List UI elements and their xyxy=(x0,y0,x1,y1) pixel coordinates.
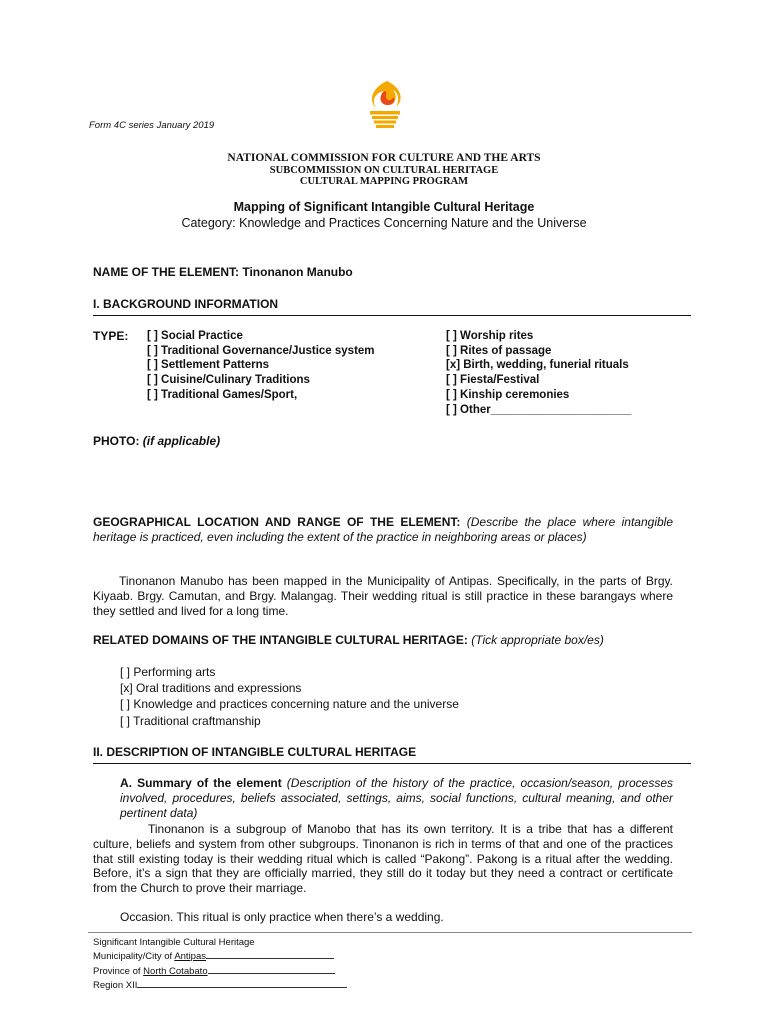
type-option-other[interactable]: [ ] Other______________________ xyxy=(446,403,632,416)
geo-label: GEOGRAPHICAL LOCATION AND RANGE OF THE ELEMENT: xyxy=(93,515,467,529)
related-label: RELATED DOMAINS OF THE INTANGIBLE CULTURAL HERITAGE: xyxy=(93,633,472,647)
summary-heading xyxy=(120,776,673,820)
related-domains-list xyxy=(120,664,459,729)
type-options-left xyxy=(147,329,375,403)
form-id: Form 4C series January 2019 xyxy=(89,120,215,131)
org-program: CULTURAL MAPPING PROGRAM xyxy=(299,176,469,187)
domain-option[interactable]: [ ] Traditional craftmanship xyxy=(120,713,261,728)
type-option[interactable]: [ ] Traditional Games/Sport, xyxy=(147,388,298,401)
photo-label: PHOTO: xyxy=(93,434,143,448)
document-title: Mapping of Significant Intangible Cultural Heritage xyxy=(233,200,535,214)
footer-title: Significant Intangible Cultural Heritage xyxy=(93,937,255,948)
type-option[interactable]: [ ] Kinship ceremonies xyxy=(446,388,570,401)
page-footer xyxy=(93,937,347,993)
type-option[interactable]: [ ] Rites of passage xyxy=(446,344,552,357)
section-background-heading: I. BACKGROUND INFORMATION xyxy=(93,297,279,311)
org-name: NATIONAL COMMISSION FOR CULTURE AND THE ARTS xyxy=(227,152,541,164)
domain-option[interactable]: [x] Oral traditions and expressions xyxy=(120,681,302,696)
torch-flame-icon xyxy=(360,78,410,130)
section-divider xyxy=(93,315,691,316)
type-option[interactable]: [ ] Worship rites xyxy=(446,330,534,342)
geo-location-heading xyxy=(93,515,673,545)
photo-field xyxy=(93,434,220,448)
occasion-text: Occasion. This ritual is only practice when there’s a wedding. xyxy=(120,910,444,924)
related-domains-heading xyxy=(93,633,604,647)
summary-text: Tinonanon is a subgroup of Manobo that has its own territory. It is a tribe that has a different culture, beliefs and system from other subgroups. Tinonanon is rich in terms of that and one of the practices that still existing today is their wedding ritual which is called “Pakong”. Pakong is a ritual after the wedding. Before, it’s a sign that they are officially married, they still do it today but they need a contract or certificate from the Church to prove their marriage. xyxy=(93,822,673,896)
type-option[interactable]: [ ] Settlement Patterns xyxy=(147,359,270,372)
element-name: NAME OF THE ELEMENT: Tinonanon Manubo xyxy=(93,265,353,279)
footer-municipality: Municipality/City of Antipas xyxy=(93,949,347,963)
domain-option[interactable]: [ ] Knowledge and practices concerning nature and the universe xyxy=(120,697,459,712)
type-label: TYPE: xyxy=(93,329,129,343)
footer-municipality-value: Antipas xyxy=(174,951,206,963)
summary-note: (Description of the history of the practice, occasion/season, processes involved, procedures, beliefs associated, settings, aims, social functions, cultural meaning, and other pertinent data) xyxy=(120,776,673,820)
type-option[interactable]: [x] Birth, wedding, funerial rituals xyxy=(446,359,629,372)
type-option[interactable]: [ ] Social Practice xyxy=(147,330,243,342)
type-option[interactable]: [ ] Traditional Governance/Justice system xyxy=(147,344,375,357)
ncca-logo xyxy=(360,78,410,130)
related-note: (Tick appropriate box/es) xyxy=(471,633,604,647)
footer-divider xyxy=(88,932,692,933)
org-subcommission: SUBCOMMISSION ON CULTURAL HERITAGE xyxy=(269,165,499,176)
footer-province: Province of North Cotabato xyxy=(93,964,347,978)
photo-note: (if applicable) xyxy=(142,434,221,448)
geo-note: (Describe the place where intangible heritage is practiced, even including the extent of the practice in neighboring areas or places) xyxy=(93,515,674,544)
type-option[interactable]: [ ] Fiesta/Festival xyxy=(446,374,540,387)
section-divider xyxy=(93,763,691,764)
footer-province-value: North Cotabato xyxy=(143,965,208,977)
geo-description: Tinonanon Manubo has been mapped in the Municipality of Antipas. Specifically, in the parts of Brgy. Kiyaab. Brgy. Camutan, and Brgy. Malangag. Their wedding ritual is still practice in these barangays where they settled and lived for a long time. xyxy=(93,574,673,618)
footer-region: Region XII xyxy=(93,978,347,992)
domain-option[interactable]: [ ] Performing arts xyxy=(120,665,216,679)
type-option[interactable]: [ ] Cuisine/Culinary Traditions xyxy=(147,374,310,387)
type-options-right xyxy=(446,329,631,417)
document-category: Category: Knowledge and Practices Concerning Nature and the Universe xyxy=(181,216,587,230)
summary-label: A. Summary of the element xyxy=(120,776,282,790)
section-description-heading: II. DESCRIPTION OF INTANGIBLE CULTURAL HERITAGE xyxy=(93,745,417,759)
